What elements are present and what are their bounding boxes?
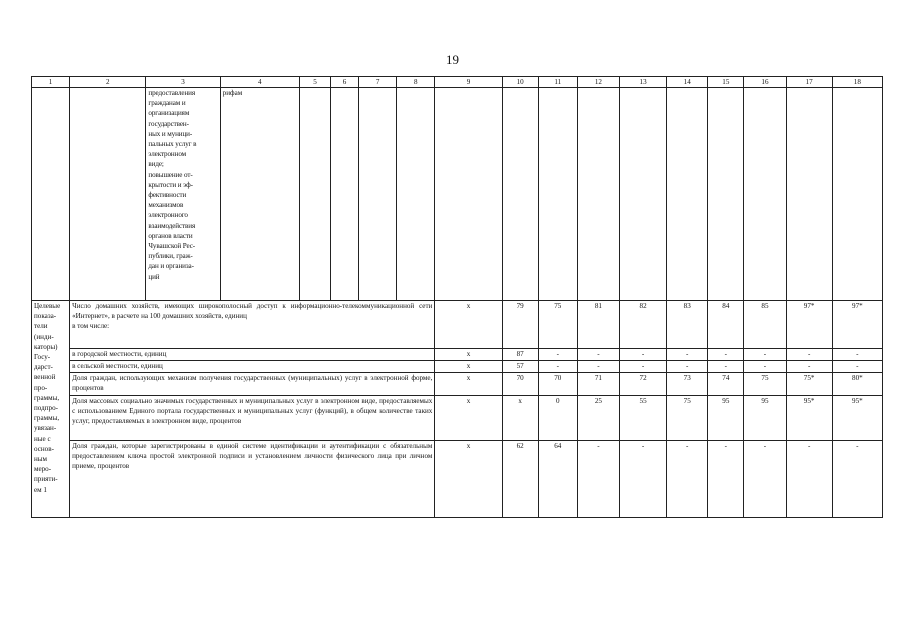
indicator-value-cell: x [502, 396, 538, 441]
column-number-header: 18 [832, 77, 882, 88]
indicator-value-cell: x [435, 441, 502, 518]
indicator-name-cell: в городской местности, единиц [70, 349, 435, 361]
indicator-value-cell: - [708, 361, 744, 373]
indicator-value-cell: 75 [667, 396, 708, 441]
indicator-value-cell: - [786, 441, 832, 518]
indicator-value-cell: 25 [577, 396, 619, 441]
indicator-value-cell: - [577, 349, 619, 361]
column-number-header: 5 [299, 77, 330, 88]
indicator-value-cell: x [435, 301, 502, 349]
indicator-value-cell: 64 [538, 441, 577, 518]
indicator-value-cell: 75* [786, 373, 832, 396]
column-number-header: 10 [502, 77, 538, 88]
column-number-header: 2 [70, 77, 146, 88]
indicator-value-cell: - [619, 349, 666, 361]
indicator-value-cell: 97* [786, 301, 832, 349]
column-number-header: 17 [786, 77, 832, 88]
indicator-value-cell: 55 [619, 396, 666, 441]
indicator-value-cell: - [538, 361, 577, 373]
indicator-value-cell: - [577, 441, 619, 518]
indicator-value-cell: - [538, 349, 577, 361]
indicator-value-cell: 70 [538, 373, 577, 396]
indicator-value-cell: 97* [832, 301, 882, 349]
indicator-value-cell: x [435, 373, 502, 396]
indicator-value-cell: - [786, 361, 832, 373]
column-number-header: 13 [619, 77, 666, 88]
indicator-value-cell: x [435, 361, 502, 373]
indicator-name-cell: Доля массовых социально значимых государственных и муниципальных услуг в электронном виде, предоставляемых с использованием Единого портала государственных и муниципальных услуг (функций), в общем количестве таких услуг, предоставляемых в электронном виде, процентов [70, 396, 435, 441]
indicator-value-cell: 81 [577, 301, 619, 349]
indicator-value-cell: 95* [786, 396, 832, 441]
indicator-value-cell: - [667, 441, 708, 518]
indicators-group-label: Целевые показа- тели (инди- каторы) Госу- дарст- венной про- граммы, подпро- граммы, увязан- ные с основ- ным меро- прияти- ем 1 [32, 301, 70, 518]
column-number-header: 4 [220, 77, 299, 88]
column-number-header: 9 [435, 77, 502, 88]
column-number-header: 12 [577, 77, 619, 88]
indicator-value-cell: - [619, 361, 666, 373]
indicator-value-cell: 73 [667, 373, 708, 396]
indicator-value-cell: 71 [577, 373, 619, 396]
column-number-header: 11 [538, 77, 577, 88]
indicator-value-cell: - [667, 349, 708, 361]
indicator-value-cell: - [786, 349, 832, 361]
column-number-row [32, 77, 883, 88]
indicator-value-cell: x [435, 396, 502, 441]
column-number-header: 8 [397, 77, 435, 88]
indicator-value-cell: - [832, 349, 882, 361]
indicator-value-cell: - [667, 361, 708, 373]
indicator-value-cell: 75 [538, 301, 577, 349]
indicator-row [32, 301, 883, 349]
indicator-value-cell: 70 [502, 373, 538, 396]
indicator-value-cell: 57 [502, 361, 538, 373]
indicator-value-cell: 62 [502, 441, 538, 518]
indicator-value-cell: - [577, 361, 619, 373]
column-number-header: 6 [331, 77, 359, 88]
column-number-header: 16 [744, 77, 786, 88]
indicator-value-cell: 74 [708, 373, 744, 396]
indicator-row [32, 349, 883, 361]
continuation-col4-cell: рифам [220, 88, 299, 301]
indicator-name-cell: Доля граждан, которые зарегистрированы в единой системе идентификации и аутентификации с обязательным предоставлением ключа простой электронной подписи и установлением личности физического лица при личном приеме, процентов [70, 441, 435, 518]
indicator-value-cell: - [708, 349, 744, 361]
column-number-header: 3 [146, 77, 220, 88]
indicator-value-cell: 79 [502, 301, 538, 349]
indicator-value-cell: 95* [832, 396, 882, 441]
column-number-header: 1 [32, 77, 70, 88]
goal-description-cell: предоставления гражданам и организациям государствен- ных и муници- пальных услуг в электронном виде; повышение от- крытости и эф- фективности механизмов электронного взаимодействия органов власти Чувашской Рес- публики, граж- дан и организа- ций [146, 88, 220, 301]
indicator-value-cell: - [744, 361, 786, 373]
indicator-value-cell: 95 [744, 396, 786, 441]
indicator-value-cell: - [832, 441, 882, 518]
page-number: 19 [446, 52, 459, 67]
indicator-value-cell: - [832, 361, 882, 373]
indicator-row [32, 396, 883, 441]
indicator-value-cell: 84 [708, 301, 744, 349]
indicator-value-cell: - [744, 349, 786, 361]
indicator-row [32, 361, 883, 373]
indicator-value-cell: 85 [744, 301, 786, 349]
column-number-header: 14 [667, 77, 708, 88]
continuation-row [32, 88, 883, 301]
indicator-row [32, 373, 883, 396]
indicator-value-cell: 80* [832, 373, 882, 396]
indicator-value-cell: - [619, 441, 666, 518]
indicator-name-cell: в сельской местности, единиц [70, 361, 435, 373]
indicator-value-cell: 87 [502, 349, 538, 361]
indicator-value-cell: 95 [708, 396, 744, 441]
indicator-row [32, 441, 883, 518]
indicator-name-cell: Число домашних хозяйств, имеющих широкополосный доступ к информационно-телекоммуникационной сети «Интернет», в расчете на 100 домашних хозяйств, единиц в том числе: [70, 301, 435, 349]
program-indicators-table [31, 76, 883, 518]
indicator-value-cell: x [435, 349, 502, 361]
indicator-value-cell: - [744, 441, 786, 518]
column-number-header: 7 [359, 77, 397, 88]
indicator-value-cell: 0 [538, 396, 577, 441]
indicator-value-cell: 83 [667, 301, 708, 349]
indicator-value-cell: - [708, 441, 744, 518]
indicator-value-cell: 72 [619, 373, 666, 396]
indicator-value-cell: 82 [619, 301, 666, 349]
column-number-header: 15 [708, 77, 744, 88]
indicator-value-cell: 75 [744, 373, 786, 396]
indicator-name-cell: Доля граждан, использующих механизм получения государственных (муниципальных) услуг в электронной форме, процентов [70, 373, 435, 396]
